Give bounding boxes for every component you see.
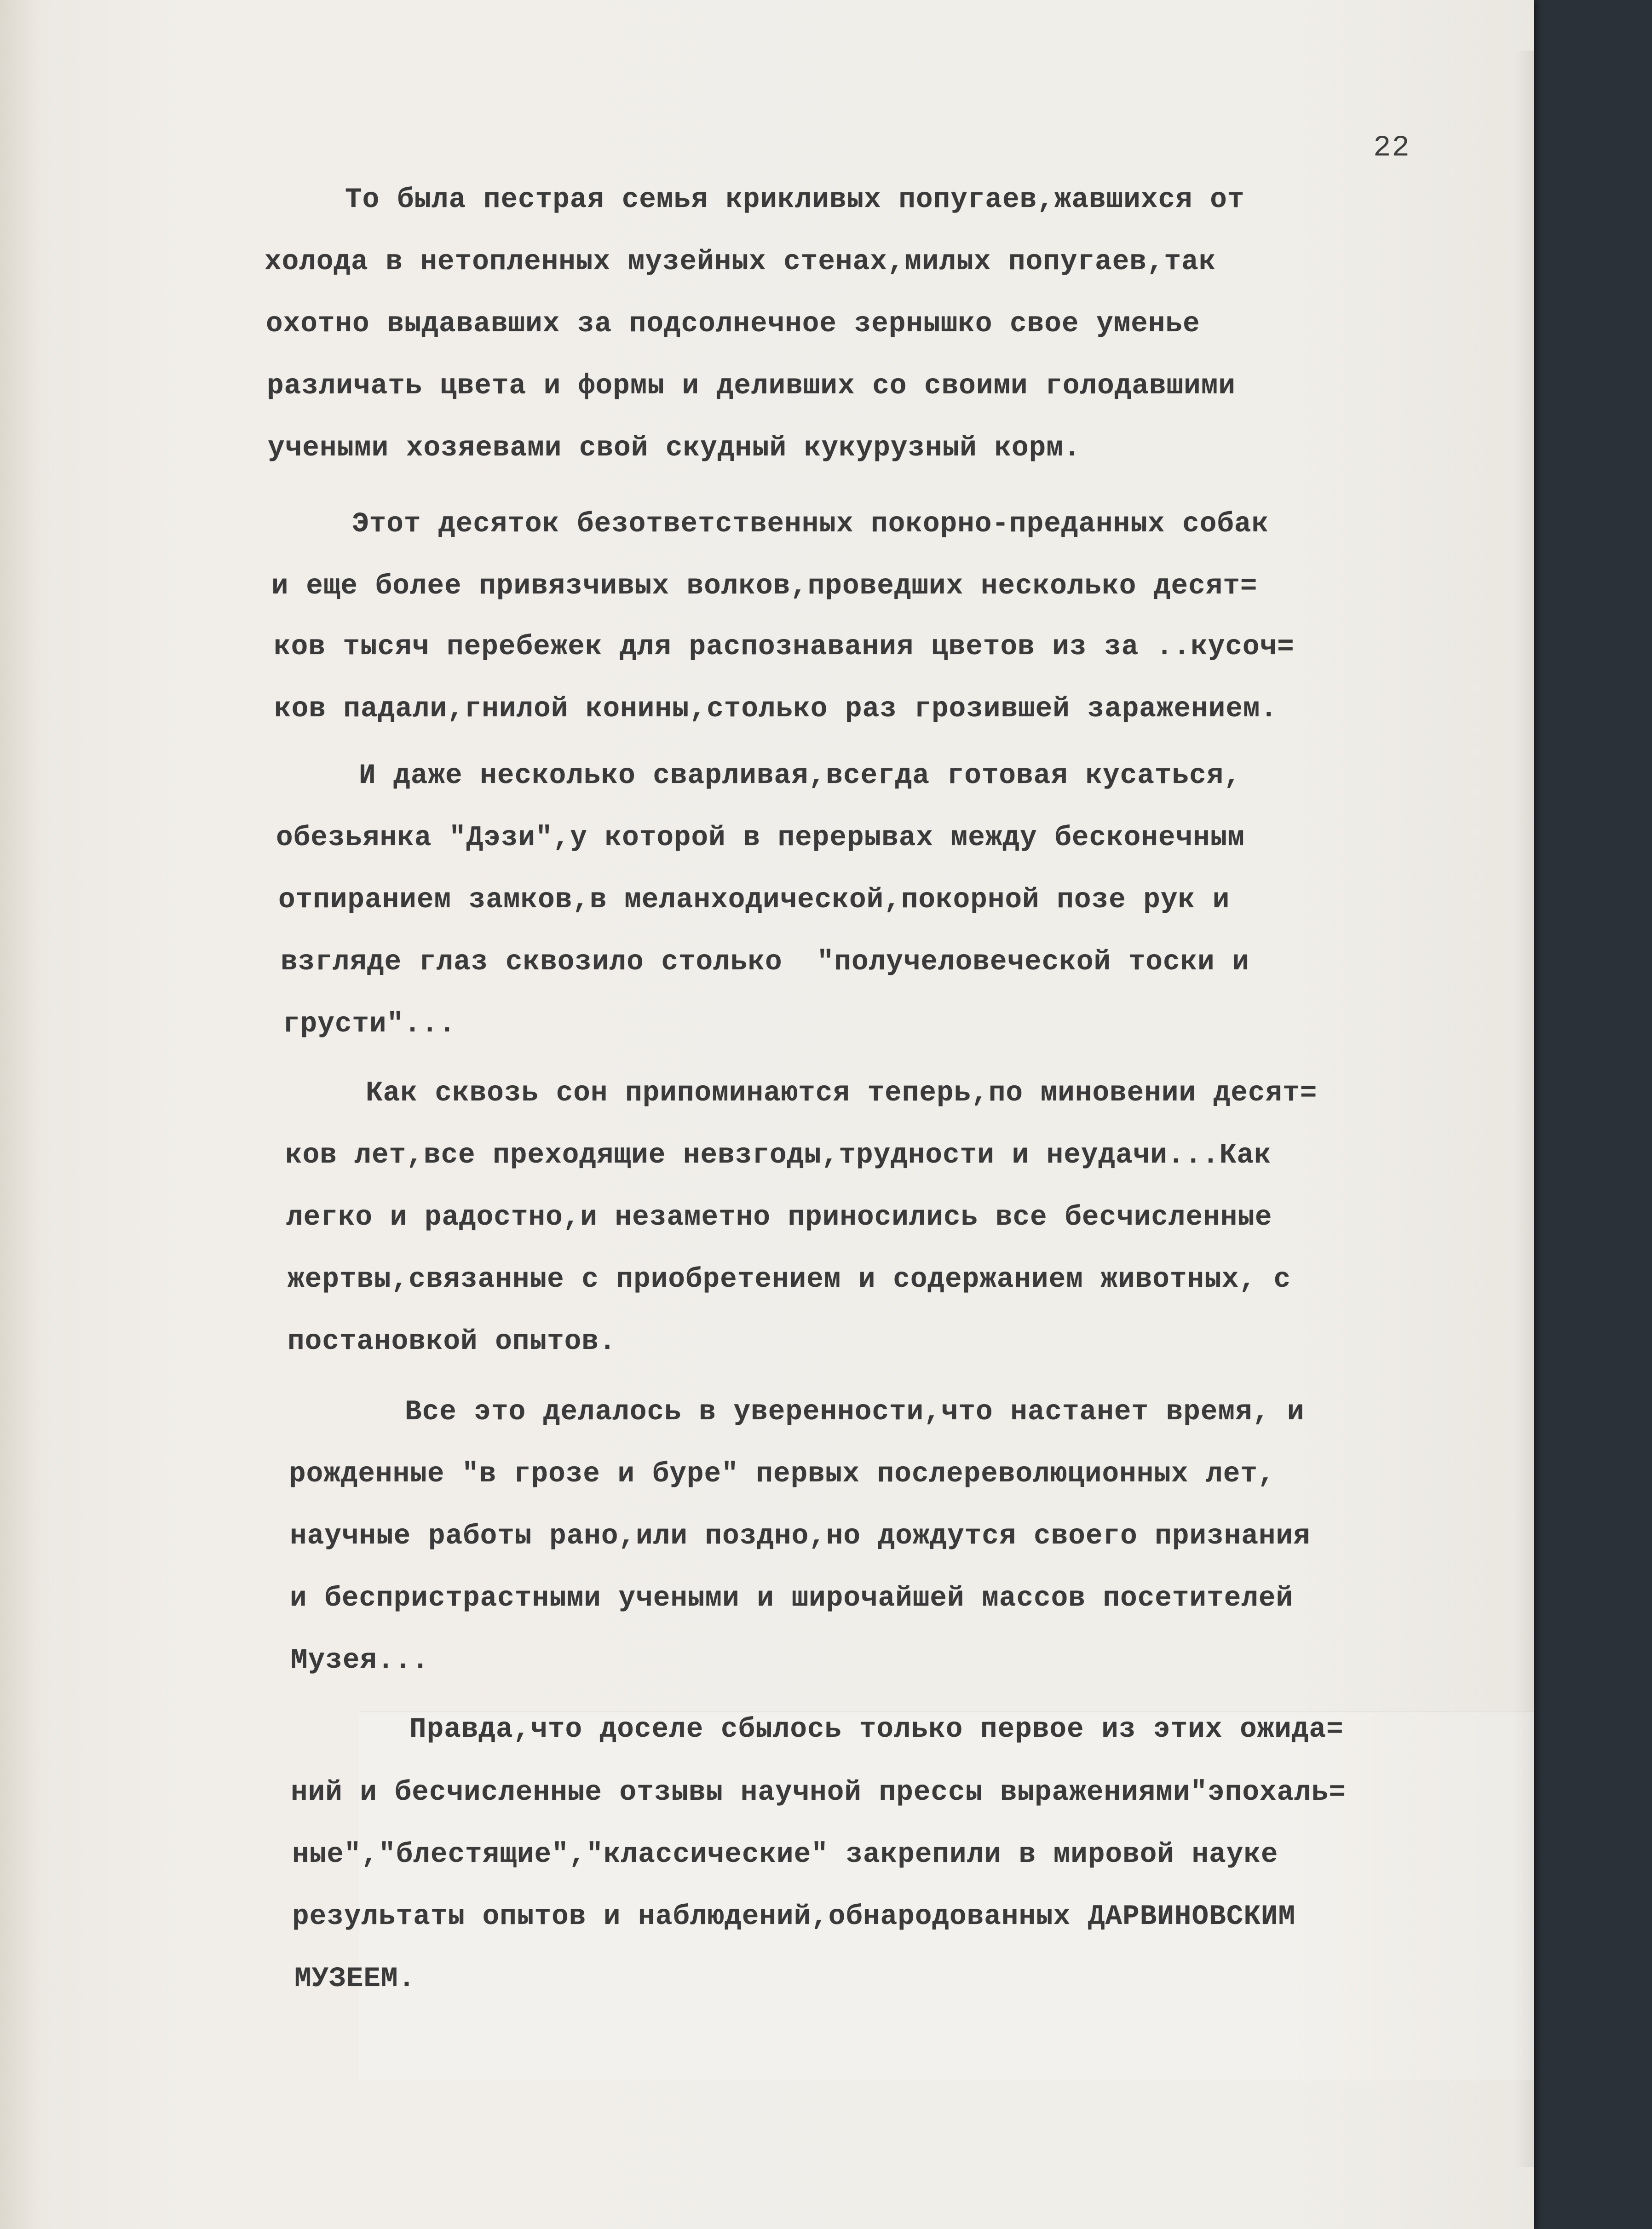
text-line: грусти"... [283, 1008, 456, 1040]
text-line: Все это делалось в уверенности,что настанет время, и [405, 1396, 1305, 1428]
text-line: ков лет,все преходящие невзгоды,трудности и неудачи...Как [285, 1140, 1272, 1171]
page-number: 22 [1373, 132, 1410, 165]
text-line: и беспристрастными учеными и широчайшей массов посетителей [290, 1583, 1294, 1614]
text-line: взгляде глаз сквозило столько "получеловеческой тоски и [281, 946, 1249, 978]
text-line: Правда,что доселе сбылось только первое из этих ожида= [409, 1714, 1344, 1745]
text-line: результаты опытов и наблюдений,обнародованных ДАРВИНОВСКИМ [292, 1901, 1296, 1933]
text-line: ков тысяч перебежек для распознавания цветов из за ..кусоч= [274, 631, 1295, 663]
text-line: жертвы,связанные с приобретением и содержанием животных, с [288, 1264, 1291, 1296]
text-line: Музея... [291, 1645, 429, 1676]
text-line: охотно выдававших за подсолнечное зернышко свое уменье [266, 308, 1200, 340]
text-line: обезьянка "Дэзи",у которой в перерывах между бесконечным [276, 822, 1245, 854]
text-line: постановкой опытов. [288, 1326, 616, 1358]
text-line: ков падали,гнилой конины,столько раз грозившей заражением. [274, 693, 1278, 725]
text-line: ные","блестящие","классические" закрепили в мировой науке [292, 1839, 1278, 1871]
text-line: ний и бесчисленные отзывы научной прессы выражениями"эпохаль= [291, 1777, 1346, 1809]
text-line: Как сквозь сон припоминаются теперь,по миновении десят= [366, 1077, 1318, 1109]
text-line: МУЗЕЕМ. [294, 1963, 416, 1995]
text-line: легко и радостно,и незаметно приносились все бесчисленные [286, 1202, 1272, 1233]
text-line: То была пестрая семья крикливых попугаев,жавшихся от [345, 184, 1245, 216]
text-line: Этот десяток безответственных покорно-преданных собак [352, 508, 1269, 540]
text-line: отпиранием замков,в меланходической,покорной позе рук и [278, 884, 1230, 916]
text-line: И даже несколько сварливая,всегда готовая кусаться, [359, 760, 1241, 792]
text-line: рожденные "в грозе и буре" первых послереволюционных лет, [289, 1458, 1275, 1490]
text-line: различать цвета и формы и деливших со своими голодавшими [267, 370, 1236, 402]
text-line: холода в нетопленных музейных стенах,милых попугаев,так [265, 246, 1216, 278]
text-line: и еще более привязчивых волков,проведших несколько десят= [271, 570, 1258, 602]
text-line: научные работы рано,или поздно,но дождутся своего признания [290, 1521, 1311, 1552]
pasted-slip [359, 1711, 1534, 2080]
text-line: учеными хозяевами свой скудный кукурузный корм. [268, 432, 1081, 464]
